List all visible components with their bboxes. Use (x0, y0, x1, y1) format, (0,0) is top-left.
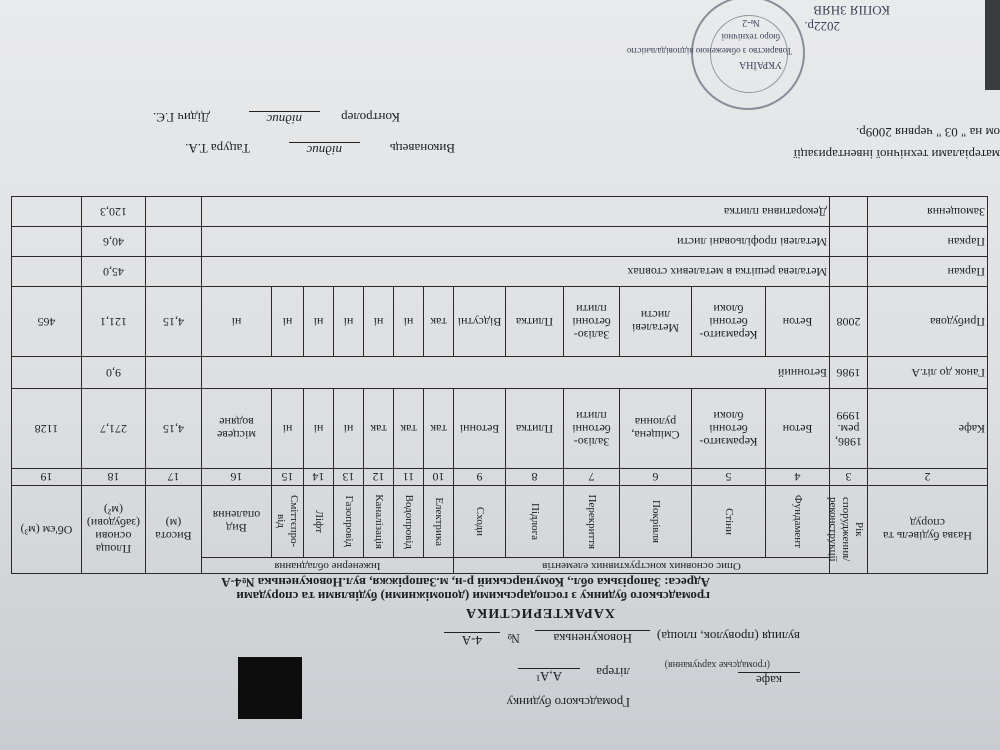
num-cell: 19 (11, 469, 81, 486)
row-height (145, 197, 201, 227)
col-sewer: Каналізація (373, 494, 385, 549)
row-water: ні (394, 287, 424, 357)
row-heating: місцеве водяне (201, 389, 271, 469)
row-foundation: Бетон (766, 287, 830, 357)
col-stairs: Сходи (474, 506, 486, 537)
row-ceiling: Залізо-бетонні плити (564, 389, 620, 469)
col-ceiling: Перекриття (586, 494, 598, 549)
col-year: Рік спорудження/ реконструкції (827, 497, 865, 562)
row-stairs: Бетонні (454, 389, 506, 469)
row-name: Кафе (868, 389, 988, 469)
row-volume: 465 (11, 287, 81, 357)
col-water-cell (394, 486, 424, 558)
row-lift: ні (304, 287, 334, 357)
row-year (830, 257, 868, 287)
col-area: Площа основи (забудови) (м²) (81, 486, 145, 574)
row-foundation: Декоративна плитка (201, 197, 829, 227)
col-foundation: Фундамент (792, 494, 804, 549)
num-cell: 4 (766, 469, 830, 486)
col-floor-cell (506, 486, 564, 558)
street-value: Новокуненька (535, 630, 650, 646)
stamp-text-company: Товариство з обмеженою відповідальністю (626, 46, 792, 56)
col-stairs-cell (454, 486, 506, 558)
row-stairs: Відсутні (454, 287, 506, 357)
col-roof: Покрівля (650, 500, 662, 543)
copy-year-text: 2022р. (804, 19, 840, 34)
row-roof: Металеві листи (620, 287, 692, 357)
copy-made-text: КОПІЯ ЗНЯВ (813, 3, 890, 18)
row-area: 40,6 (81, 227, 145, 257)
col-volume: Об'єм (м³) (11, 486, 81, 574)
row-year (830, 227, 868, 257)
row-volume (11, 197, 81, 227)
row-name: Замощення (868, 197, 988, 227)
col-floor: Підлога (529, 503, 541, 540)
col-year-cell (827, 486, 868, 574)
col-name: Назва будівель та споруд (868, 486, 988, 574)
row-height: 4,15 (145, 389, 201, 469)
document-subtitle: громадського будинку з господарськими (допоміжними) будівлями та спорудами (236, 589, 710, 604)
col-electric: Електрика (433, 497, 445, 546)
row-roof: Сміщена, рулонна (620, 389, 692, 469)
row-walls: Керамзито-бетонні блоки (692, 389, 766, 469)
row-name: Паркан (868, 257, 988, 287)
num-cell: 10 (424, 469, 454, 486)
name-line (738, 672, 800, 688)
col-heating: Вид опалення (201, 486, 271, 558)
col-chute: Сміттєпро-від (275, 495, 301, 548)
col-lift-cell (304, 486, 334, 558)
table-row (11, 287, 987, 357)
col-gas-cell (334, 486, 364, 558)
num-cell: 18 (81, 469, 145, 486)
col-height: Висота (м) (145, 486, 201, 574)
row-heating: ні (201, 287, 271, 357)
name-caption: (громадське харчування) (664, 659, 770, 670)
col-walls: Стіни (723, 508, 735, 535)
row-sewer: так (364, 389, 394, 469)
row-foundation: Металеві профільовані листи (201, 227, 829, 257)
num-cell: 12 (364, 469, 394, 486)
litera-value: А,А¹ (518, 668, 580, 684)
row-year: 2008 (830, 287, 868, 357)
num-cell: 3 (830, 469, 868, 486)
table-row (11, 357, 987, 389)
row-name: Прибудова (868, 287, 988, 357)
col-chute-cell (272, 486, 304, 558)
row-year: 1986 (830, 357, 868, 389)
row-chute: ні (272, 287, 304, 357)
row-area: 271,7 (81, 389, 145, 469)
number-line (444, 632, 500, 648)
litera-line (518, 668, 580, 684)
num-cell: 5 (692, 469, 766, 486)
stamp-text-bureau: бюро технічної (721, 32, 780, 42)
row-area: 121,1 (81, 287, 145, 357)
controller-sign: підпис (249, 111, 320, 127)
col-ceiling-cell (564, 486, 620, 558)
row-floor: Плитка (506, 287, 564, 357)
number-label: № (507, 631, 520, 646)
row-height (145, 227, 201, 257)
row-volume (11, 357, 81, 389)
col-walls-cell (692, 486, 766, 558)
col-electric-cell (424, 486, 454, 558)
row-ceiling: Залізо-бетонні плити (564, 287, 620, 357)
number-value: 4-А (444, 632, 500, 648)
row-sewer: ні (364, 287, 394, 357)
row-floor: Плитка (506, 389, 564, 469)
executor-sign: підпис (289, 142, 360, 158)
executor-name: Тацура Т.А. (185, 141, 250, 156)
table-row (11, 227, 987, 257)
row-height (145, 257, 201, 287)
row-foundation: Бетон (766, 389, 830, 469)
row-volume (11, 257, 81, 287)
executor-sign-line (289, 142, 360, 158)
row-height: 4,15 (145, 287, 201, 357)
col-sewer-cell (364, 486, 394, 558)
building-type: Громадського будинку (506, 695, 630, 710)
row-water: так (394, 389, 424, 469)
row-year (830, 197, 868, 227)
row-foundation: Металева решітка в металевих стовпах (201, 257, 829, 287)
document-address: Адреса: Запорізька обл., Комунарський р-н, м.Запоріжжя, вул.Новокуненька №4-А (221, 575, 710, 590)
num-cell: 15 (272, 469, 304, 486)
controller-name: Дідич Г.Є. (153, 110, 210, 125)
row-electric: так (424, 389, 454, 469)
date-line: ом на " 03 " червня 2009р. (856, 125, 1000, 140)
table-row (11, 197, 987, 227)
col-lift: Ліфт (313, 510, 325, 533)
col-water: Водопровід (403, 494, 415, 549)
controller-sign-line (249, 111, 320, 127)
num-cell: 13 (334, 469, 364, 486)
row-area: 120,3 (81, 197, 145, 227)
row-foundation: Бетонний (201, 357, 829, 389)
num-cell: 14 (304, 469, 334, 486)
row-lift: ні (304, 389, 334, 469)
document-title: ХАРАКТЕРИСТИКА (465, 605, 615, 620)
characteristics-table (11, 196, 988, 574)
table-row (11, 389, 987, 469)
row-walls: Керамзито-бетонні блоки (692, 287, 766, 357)
col-gas: Газопровід (343, 495, 355, 548)
num-cell: 8 (506, 469, 564, 486)
row-height (145, 357, 201, 389)
num-cell: 16 (201, 469, 271, 486)
row-electric: так (424, 287, 454, 357)
litera-label: літера (596, 665, 630, 680)
street-line (535, 630, 650, 646)
col-foundation-cell (766, 486, 830, 558)
row-name: Ганок до літ.А (868, 357, 988, 389)
row-gas: ні (334, 389, 364, 469)
stamp-text-number: №-2 (742, 17, 760, 28)
engineering-header: Інженерне обладнання (201, 558, 453, 574)
num-cell: 11 (394, 469, 424, 486)
num-cell: 9 (454, 469, 506, 486)
executor-label: Виконавець (389, 141, 455, 156)
basis-text: матеріалами технічної інвентаризації (793, 147, 1000, 162)
column-number-row (11, 469, 987, 486)
row-chute: ні (272, 389, 304, 469)
num-cell: 6 (620, 469, 692, 486)
row-volume: 1128 (11, 389, 81, 469)
row-name: Паркан (868, 227, 988, 257)
col-roof-cell (620, 486, 692, 558)
table-row (11, 257, 987, 287)
controller-label: Контролер (341, 110, 400, 125)
stamp-text-country: УКРАЇНА (738, 59, 782, 70)
num-cell: 7 (564, 469, 620, 486)
row-volume (11, 227, 81, 257)
name-value: кафе (738, 672, 800, 688)
row-area: 9,0 (81, 357, 145, 389)
row-area: 45,0 (81, 257, 145, 287)
group-header: Опис основних конструктивних елементів (454, 558, 830, 574)
num-cell: 2 (868, 469, 988, 486)
street-label: вулиця (провулок, площа) (656, 629, 800, 644)
row-gas: ні (334, 287, 364, 357)
row-year: 1986, рем. 1999 (830, 389, 868, 469)
group-header-row (11, 558, 987, 574)
num-cell: 17 (145, 469, 201, 486)
